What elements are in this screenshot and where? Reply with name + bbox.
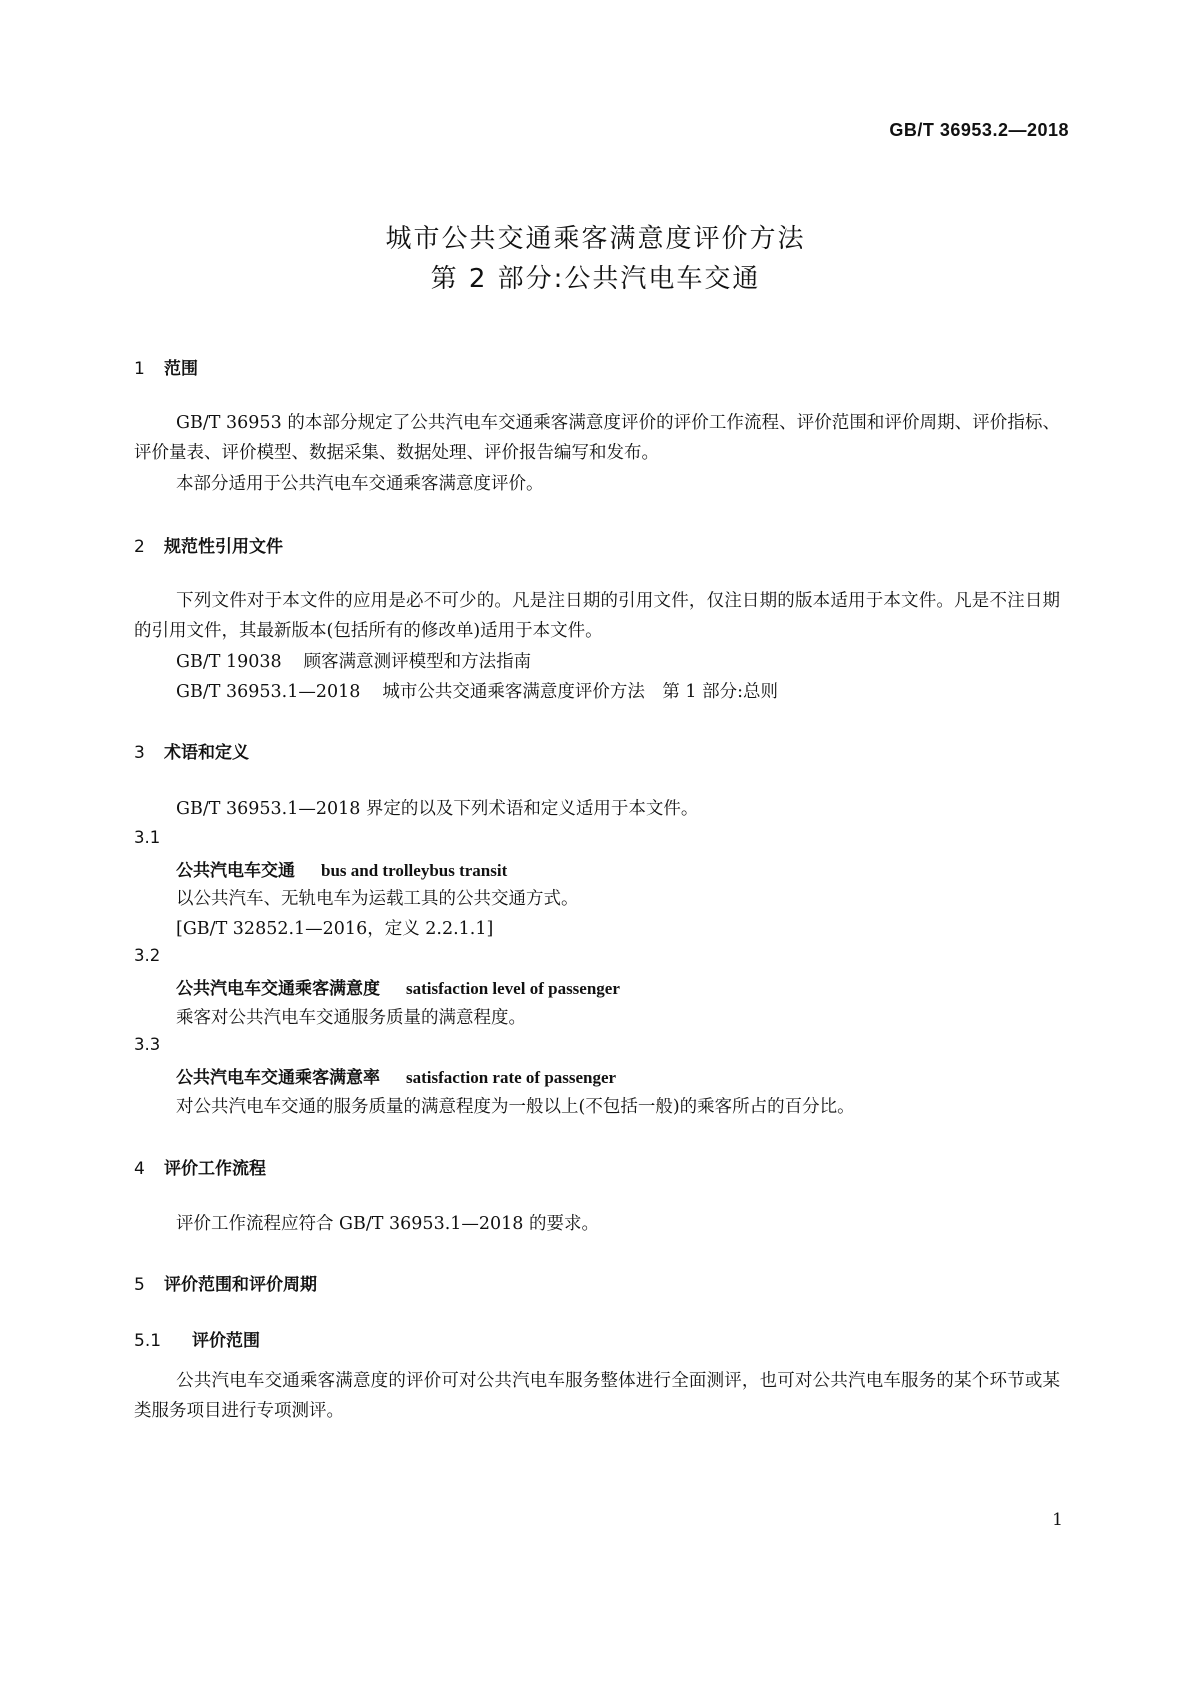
- section-5-heading: [134, 1270, 317, 1295]
- section-title: 范围: [164, 359, 198, 379]
- term-definition: 以公共汽车、无轨电车为运载工具的公共交通方式。: [176, 889, 579, 909]
- section-title: 术语和定义: [164, 743, 249, 763]
- section-number: 4: [134, 1159, 145, 1179]
- term-number: 3.3: [134, 1035, 161, 1054]
- term-chinese: 公共汽电车交通乘客满意度: [176, 979, 380, 999]
- document-title-line1: 城市公共交通乘客满意度评价方法: [385, 224, 806, 254]
- reference-title: 顾客满意测评模型和方法指南: [303, 652, 532, 672]
- term-number: 3.2: [134, 946, 161, 965]
- term-chinese: 公共汽电车交通乘客满意率: [176, 1068, 380, 1088]
- section-number: 5.1: [134, 1331, 162, 1351]
- term-definition: 乘客对公共汽电车交通服务质量的满意程度。: [176, 1008, 526, 1028]
- reference-code: GB/T 19038: [176, 652, 282, 672]
- section-title: 规范性引用文件: [164, 537, 283, 557]
- section-1-heading: [134, 354, 198, 379]
- term-3-1: [176, 856, 507, 881]
- section-number: 1: [134, 359, 145, 379]
- section-title: 评价范围和评价周期: [164, 1275, 317, 1295]
- section-5-1-heading: [134, 1326, 260, 1351]
- standard-code: GB/T 36953.2—2018: [889, 120, 1069, 140]
- section-4-paragraph-1: 评价工作流程应符合 GB/T 36953.1—2018 的要求。: [176, 1214, 599, 1234]
- paragraph-text: 公共汽电车交通乘客满意度的评价可对公共汽电车服务整体进行全面测评，也可对公共汽电车服务的某个环节或某类服务项目进行专项测评。: [134, 1371, 1060, 1421]
- page-number: 1: [1052, 1510, 1063, 1530]
- reference-title: 城市公共交通乘客满意度评价方法 第 1 部分:总则: [382, 682, 779, 702]
- term-english: bus and trolleybus transit: [321, 861, 508, 880]
- normative-reference-2: [176, 678, 778, 703]
- term-definition: 对公共汽电车交通的服务质量的满意程度为一般以上(不包括一般)的乘客所占的百分比。: [176, 1097, 855, 1117]
- term-3-2: [176, 974, 620, 999]
- section-2-heading: [134, 532, 283, 557]
- section-3-intro: GB/T 36953.1—2018 界定的以及下列术语和定义适用于本文件。: [176, 799, 699, 819]
- paragraph-text: 下列文件对于本文件的应用是必不可少的。凡是注日期的引用文件，仅注日期的版本适用于本文件。凡是不注日期的引用文件，其最新版本(包括所有的修改单)适用于本文件。: [134, 591, 1060, 641]
- term-3-3: [176, 1063, 616, 1088]
- section-5-1-paragraph-1: [134, 1366, 1060, 1426]
- term-english: satisfaction rate of passenger: [406, 1068, 617, 1087]
- section-1-paragraph-2: 本部分适用于公共汽电车交通乘客满意度评价。: [176, 474, 544, 494]
- section-number: 3: [134, 743, 145, 763]
- document-title-line2: 第 2 部分:公共汽电车交通: [430, 264, 761, 294]
- section-title: 评价范围: [192, 1331, 260, 1351]
- term-number: 3.1: [134, 828, 161, 847]
- reference-code: GB/T 36953.1—2018: [176, 682, 361, 702]
- section-title: 评价工作流程: [164, 1159, 266, 1179]
- normative-reference-1: [176, 648, 531, 673]
- section-3-heading: [134, 738, 249, 763]
- section-2-paragraph-1: [134, 586, 1060, 646]
- term-english: satisfaction level of passenger: [406, 979, 620, 998]
- section-4-heading: [134, 1154, 266, 1179]
- paragraph-text: GB/T 36953 的本部分规定了公共汽电车交通乘客满意度评价的评价工作流程、评价范围和评价周期、评价指标、评价量表、评价模型、数据采集、数据处理、评价报告编写和发布。: [134, 413, 1060, 463]
- term-chinese: 公共汽电车交通: [176, 861, 295, 881]
- section-1-paragraph-1: [134, 408, 1060, 468]
- term-source: [GB/T 32852.1—2016，定义 2.2.1.1]: [176, 919, 494, 939]
- section-number: 2: [134, 537, 145, 557]
- section-number: 5: [134, 1275, 145, 1295]
